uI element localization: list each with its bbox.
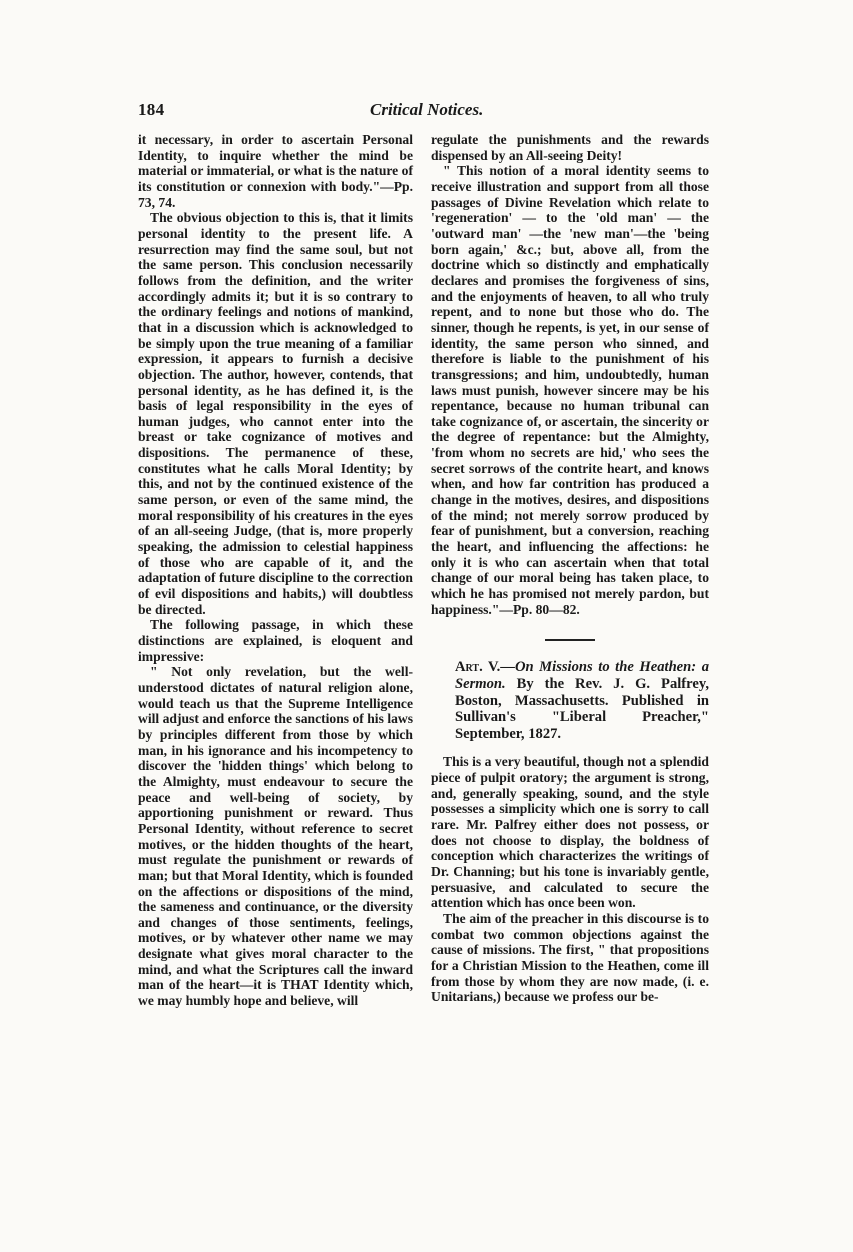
- article-byline: By the Rev. J. G. Palfrey, Boston, Massachusetts. Published in Sullivan's "Liberal Preacher," September, 1827.: [455, 675, 709, 742]
- paragraph: This is a very beautiful, though not a splendid piece of pulpit oratory; the argument is strong, and, generally speaking, sound, and the style possesses a simplicity which one is sorry to call rare. Mr. Palfrey either does not possess, or does not choose to display, the boldness of conception which characterizes the writings of Dr. Channing; but his tone is invariably gentle, persuasive, and calculated to secure the attention which has once been won.: [431, 754, 709, 911]
- paragraph: The aim of the preacher in this discourse is to combat two common objections against the cause of missions. The first, " that propositions for a Christian Mission to the Heathen, come ill from those by whom they are now made, (i. e. Unitarians,) because we profess our be-: [431, 910, 709, 1005]
- page-number: 184: [138, 100, 165, 119]
- quoted-passage: " This notion of a moral identity seems to receive illustration and support from all those passages of Divine Revelation which relate to 'regeneration' — to the 'old man' — the 'outward man' —the 'new man'—the 'being born again,' &c.; but, above all, from the doctrine which so distinctly and emphatically declares and promises the forgiveness of sins, and the enjoyments of heaven, to all who truly repent, and to none but those who do. The sinner, though he repents, is yet, in our sense of identity, the same person who sinned, and therefore is liable to the punishment of his transgressions; and him, undoubtedly, human laws must punish, however sincere may be his repentance, because no human tribunal can take cognizance of, or ascertain, the sincerity or the degree of repentance: but the Almighty, 'from whom no secrets are hid,' who sees the secret sorrows of the contrite heart, and knows when, and how far contrition has produced a change in the motives, desires, and dispositions of the mind; not merely sorrow produced by fear of punishment, but a conversion, reaching the heart, and influencing the affections: he only it is who can ascertain when that total change of our moral being has taken place, to which he has promised not merely pardon, but happiness."—Pp. 80—82.: [431, 163, 709, 617]
- quoted-passage: " Not only revelation, but the well-understood dictates of natural religion alone, would teach us that the Supreme Intelligence will adjust and enforce the sanctions of his laws by principles different from those by which man, in his ignorance and his incompetency to discover the 'hidden things' which belong to the Almighty, must endeavour to secure the peace and well-being of society, by apportioning punishment or reward. Thus Personal Identity, without reference to secret motives, or the hidden thoughts of the heart, must regulate the punishment or rewards of man; but that Moral Identity, which is founded on the affections or dispositions of the mind, the sameness and continuance, or the diversity and changes of those sentiments, feelings, motives, or by whatever other name we may designate what gives moral character to the mind, and what the Scriptures call the inward man of the heart—it is THAT Identity which, we may humbly hope and believe, will: [138, 664, 413, 1009]
- article-heading: [431, 659, 709, 742]
- section-divider: [545, 639, 595, 641]
- right-column: [431, 132, 709, 1005]
- paragraph: regulate the punishments and the rewards dispensed by an All-seeing Deity!: [431, 132, 709, 163]
- article-title: —On Missions to the Heathen: a Sermon.: [455, 659, 710, 692]
- page-header: [138, 100, 698, 124]
- paragraph: it necessary, in order to ascertain Personal Identity, to inquire whether the mind be material or immaterial, or what is the nature of its constitution or connexion with body."—Pp. 73, 74.: [138, 132, 413, 210]
- paragraph: The obvious objection to this is, that it limits personal identity to the present life. A resurrection may find the same soul, but not the same person. This conclusion necessarily follows from the definition, and the writer accordingly admits it; but it is so contrary to the ordinary feelings and notions of mankind, that in a discussion which is acknowledged to be simply upon the true meaning of a familiar expression, it appears to furnish a decisive objection. The author, however, contends, that personal identity, as he has defined it, is the basis of legal responsibility in the eyes of human judges, who cannot enter into the breast or take cognizance of motives and dispositions. The permanence of these, constitutes what he calls Moral Identity; by this, and not by the continued existence of the same person, or even of the same mind, the moral responsibility of his creatures in the eyes of an all-seeing Judge, (that is, more properly speaking, the admission to celestial happiness of those who are capable of it, and the adaptation of future discipline to the correction of evil dispositions and habits,) will doubtless be directed.: [138, 210, 413, 617]
- left-column: [138, 132, 413, 1009]
- paragraph: The following passage, in which these distinctions are explained, is eloquent and impressive:: [138, 617, 413, 664]
- running-head: Critical Notices.: [370, 100, 484, 119]
- article-number: Art. V.: [455, 659, 501, 676]
